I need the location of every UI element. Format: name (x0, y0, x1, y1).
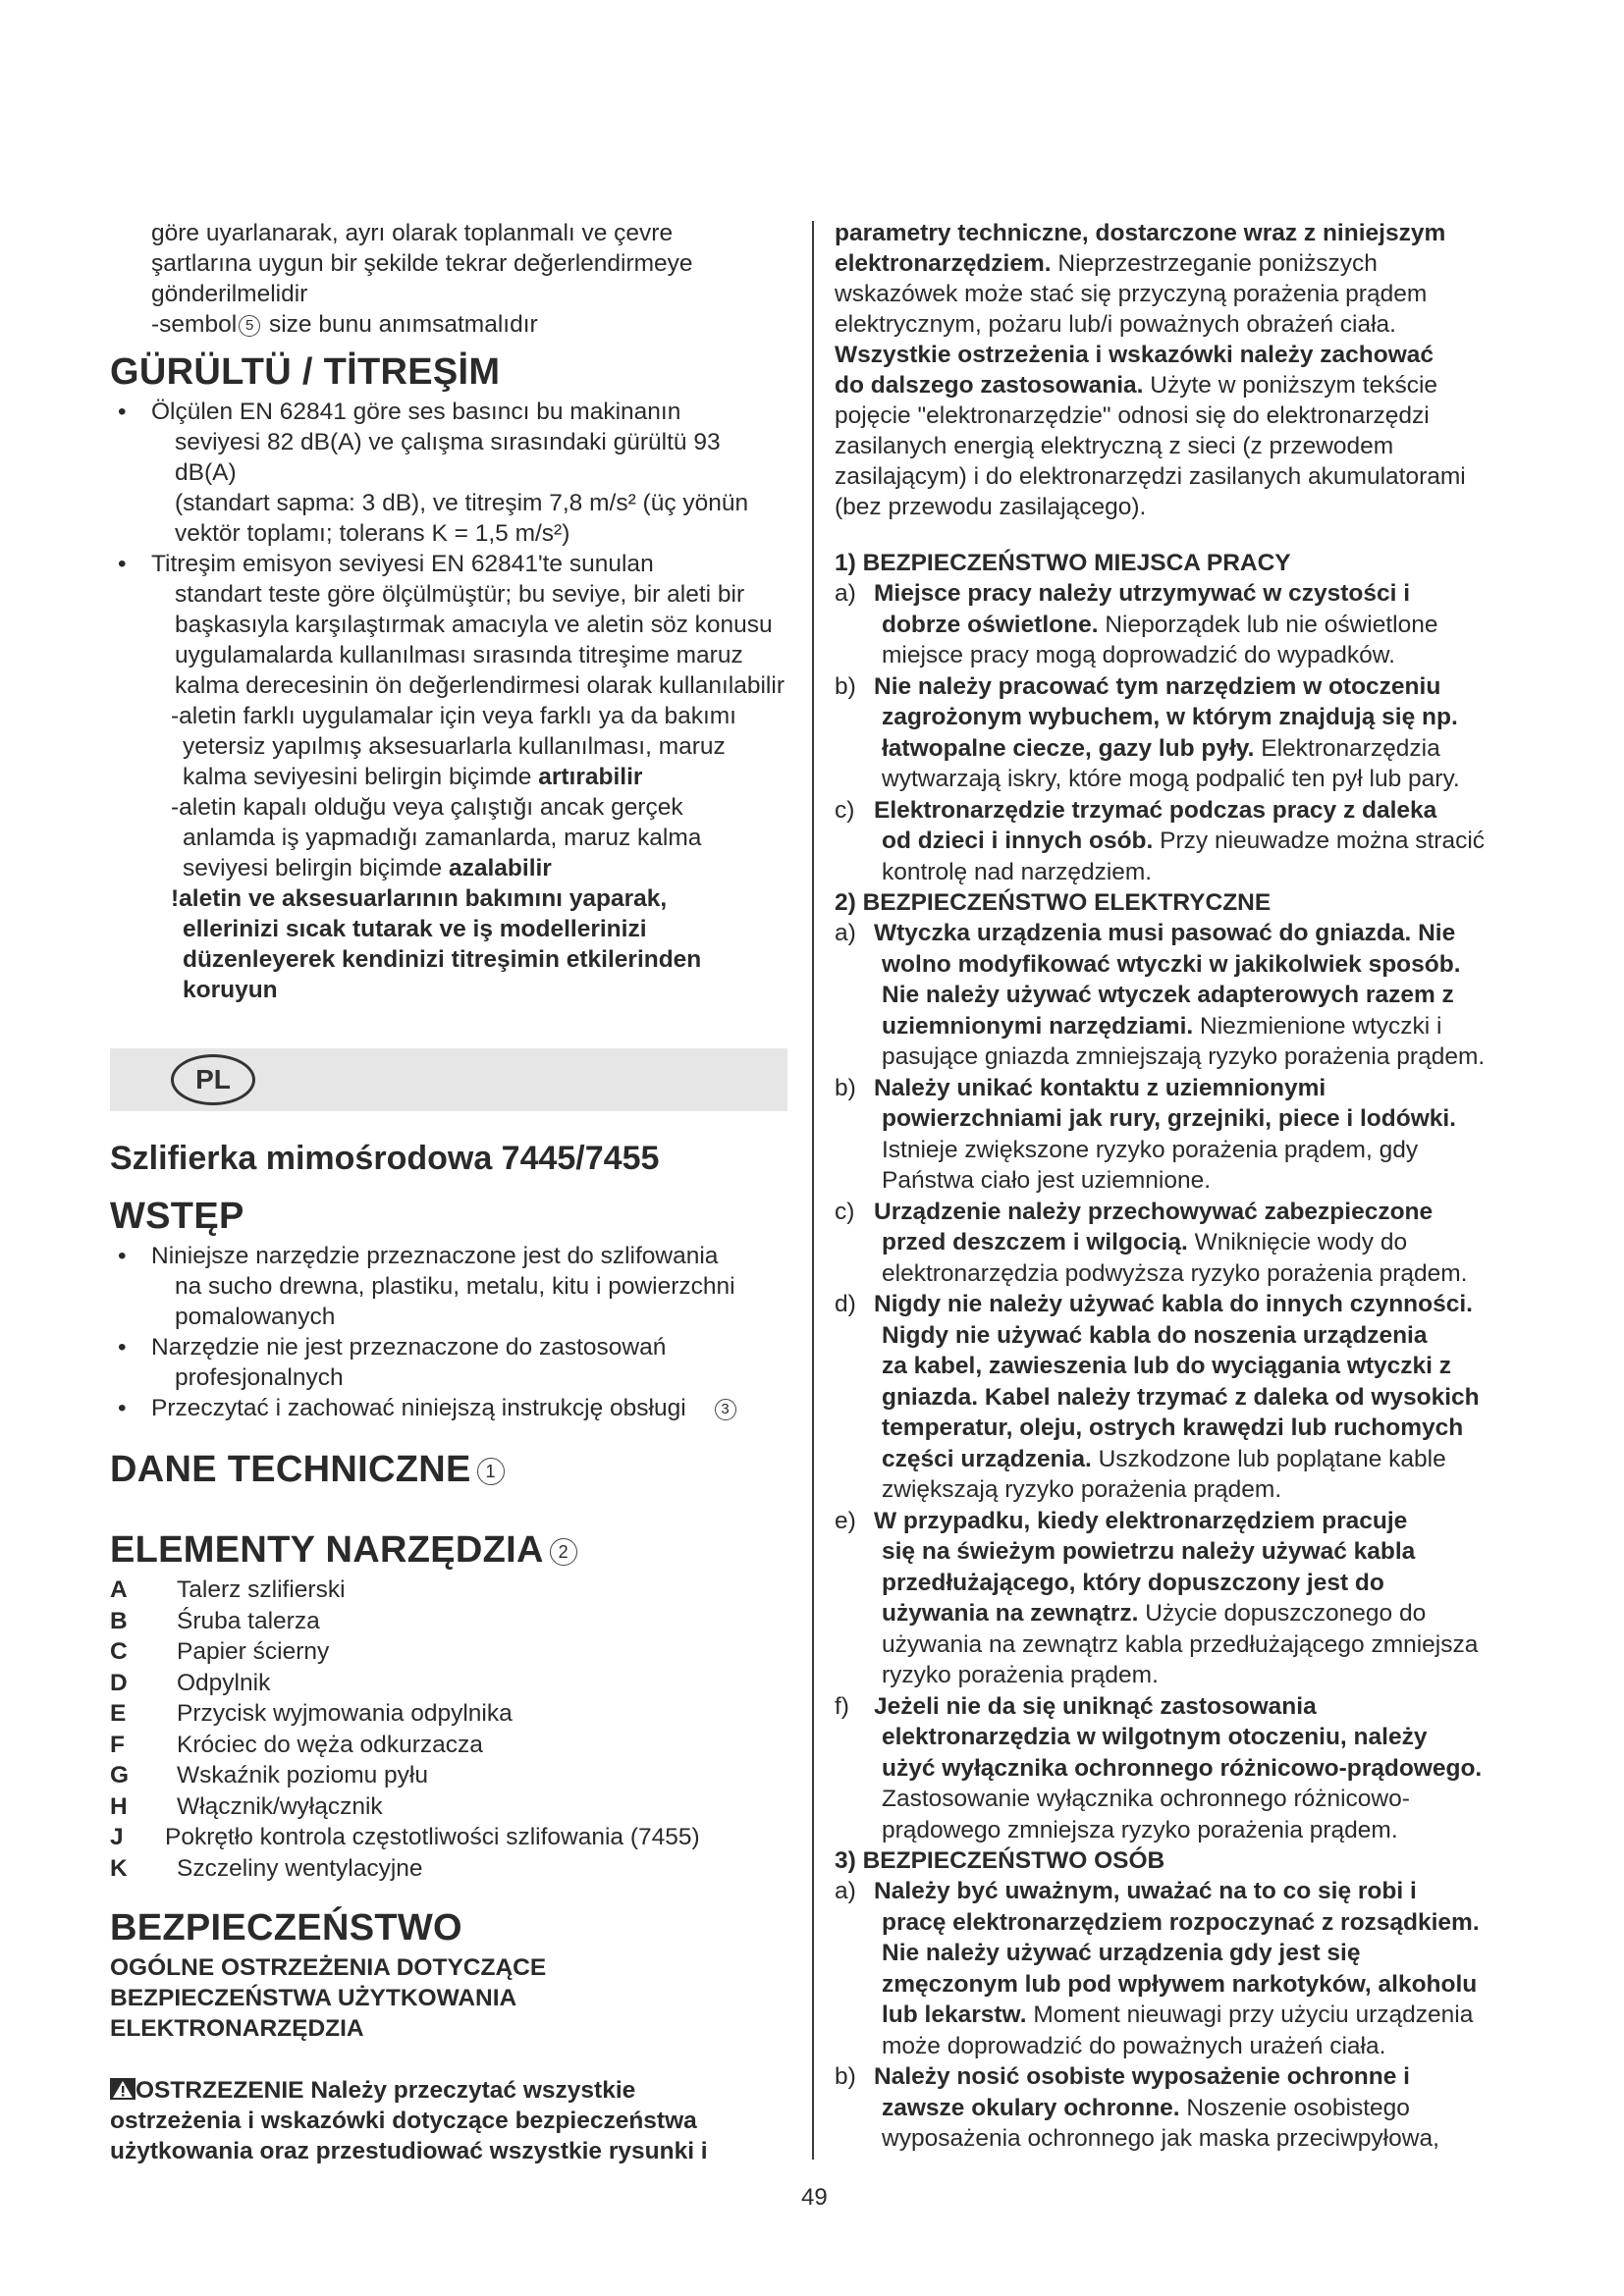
text-line: ostrzeżenia i wskazówki dotyczące bezpieczeństwa (110, 2108, 697, 2134)
text-line: • Ölçülen EN 62841 göre ses basıncı bu makinanın (151, 399, 681, 425)
part-key: A (110, 1576, 128, 1603)
text-line: anlamda iş yapmadığı zamanlarda, maruz kalma (183, 825, 702, 851)
text-span: Przeczytać i zachować niniejszą instrukcję obsługi (151, 1395, 686, 1421)
part-key: D (110, 1669, 128, 1696)
text-line: na sucho drewna, plastiku, metalu, kitu i powierzchni (175, 1273, 735, 1300)
text-line: Wszystkie ostrzeżenia i wskazówki należy zachować (835, 342, 1435, 368)
language-band (110, 1048, 787, 1111)
text-line: vektör toplamı; tolerans K = 1,5 m/s²) (175, 520, 570, 547)
item-letter: c) (835, 1198, 855, 1225)
item-letter: b) (835, 1074, 856, 1101)
part-key: G (110, 1762, 130, 1789)
text-line: gönderilmelidir (151, 281, 308, 307)
text-span: kalma seviyesini belirgin biçimde (183, 764, 539, 790)
text-line: przedłużającego, który dopuszczony jest do (882, 1569, 1384, 1596)
text-span: ELEMENTY NARZĘDZIA (110, 1529, 544, 1571)
part-item (110, 1575, 787, 1606)
item-2d (835, 1289, 1532, 1506)
text-line: temperatur, oleju, ostrych krawędzi lub ruchomych (882, 1415, 1464, 1441)
item-2c (835, 1197, 1532, 1290)
part-key: C (110, 1638, 128, 1665)
text-line: seviyesi 82 dB(A) ve çalışma sırasındaki gürültü 93 dB(A) (175, 429, 721, 486)
noise-sub-1 (110, 701, 787, 792)
text-line: Nie należy używać wtyczek adapterowych razem z (882, 982, 1454, 1008)
right-intro-paragraph (835, 218, 1532, 522)
text-line: elektrycznym, pożaru lub/i poważnych obrażeń ciała. (835, 311, 1396, 338)
noise-heading: GÜRÜLTÜ / TİTREŞİM (110, 351, 501, 393)
text-span: OSTRZEZENIE Należy przeczytać wszystkie (135, 2077, 636, 2104)
text-line: zmęczonym lub pod wpływem narkotyków, alkoholu (882, 1970, 1478, 1998)
text-span: Użycie dopuszczonego do (1138, 1600, 1427, 1627)
part-label: Śruba talerza (177, 1607, 320, 1634)
text-span: Przy nieuwadze można stracić (1153, 828, 1486, 854)
text-line: Zastosowanie wyłącznika ochronnego różnicowo- (882, 1786, 1410, 1812)
text-line: profesjonalnych (175, 1364, 344, 1391)
language-badge: PL (171, 1054, 255, 1105)
text-line: pasujące gniazda zmniejszają ryzyko porażenia prądem. (882, 1043, 1486, 1070)
tech-heading (110, 1447, 787, 1492)
text-line: (bez przewodu zasilającego). (835, 494, 1147, 520)
text-line: używania na zewnątrz kabla przedłużającego zmniejsza (882, 1630, 1479, 1658)
intro-bullet-2 (110, 1332, 787, 1393)
text-line: Miejsce pracy należy utrzymywać w czystości i (874, 580, 1411, 607)
bold-span: używania na zewnątrz. (882, 1600, 1139, 1627)
text-line: (standart sapma: 3 dB), ve titreşim 7,8 m/s² (üç yönün (175, 490, 749, 516)
part-item (110, 1853, 787, 1885)
part-label: Pokrętło kontrola częstotliwości szlifowania (7455) (165, 1824, 700, 1850)
noise-bullet-1 (110, 397, 787, 549)
text-span: seviyesi belirgin biçimde (183, 855, 449, 881)
noise-sub-2 (110, 792, 787, 883)
text-line: Należy unikać kontaktu z uziemnionymi (874, 1074, 1326, 1101)
text-line (874, 1011, 1532, 1042)
item-2b (835, 1073, 1532, 1197)
bold-span: od dzieci i innych osób. (882, 828, 1154, 854)
item-3a (835, 1876, 1532, 2061)
item-1c (835, 795, 1532, 888)
text-line: pomalowanych (175, 1304, 336, 1330)
text-line: Jeżeli nie da się uniknąć zastosowania (874, 1692, 1317, 1720)
text-span: Elektronarzędzia (1254, 734, 1440, 762)
noise-bold-block (110, 883, 787, 1005)
bold-span: uziemnionymi narzędziami. (882, 1012, 1194, 1040)
bold-span: lub lekarstw. (882, 2002, 1027, 2028)
item-letter: a) (835, 580, 856, 607)
text-line: Należy nosić osobiste wyposażenie ochronne i (874, 2063, 1410, 2090)
text-line: prądowego zmniejsza ryzyko porażenia prądem. (882, 1816, 1398, 1843)
text-line: elektronarzędzia w wilgotnym otoczeniu, należy (882, 1724, 1428, 1750)
text-line: Nie należy pracować tym narzędziem w otoczeniu (874, 672, 1441, 700)
text-line: zwiększają ryzyko porażenia prądem. (882, 1476, 1282, 1503)
text-span: size bunu anımsatmalıdır (262, 311, 538, 338)
text-line: OGÓLNE OSTRZEŻENIA DOTYCZĄCE (110, 1954, 547, 1981)
text-line: ellerinizi sıcak tutarak ve iş modellerinizi (183, 916, 647, 942)
text-line: göre uyarlanarak, ayrı olarak toplanmalı ve çevre (151, 220, 674, 246)
text-line (874, 2093, 1532, 2124)
text-line (874, 1227, 1532, 1258)
text-line: parametry techniczne, dostarczone wraz z niniejszym (835, 220, 1446, 246)
text-line: się na świeżym powietrzu należy używać kabla (882, 1538, 1416, 1565)
circled-number-5: 5 (239, 315, 260, 337)
text-line: ELEKTRONARZĘDZIA (110, 2015, 364, 2042)
bold-span: do dalszego zastosowania. (835, 372, 1144, 399)
item-letter: c) (835, 796, 855, 824)
text-line: • Titreşim emisyon seviyesi EN 62841'te sunulan (151, 551, 654, 577)
text-line: düzenleyerek kendinizi titreşimin etkilerinden (183, 946, 702, 973)
text-line (874, 733, 1532, 765)
part-label: Wskaźnik poziomu pyłu (177, 1762, 428, 1789)
elements-heading (110, 1527, 787, 1573)
item-letter: e) (835, 1507, 856, 1534)
text-line: W przypadku, kiedy elektronarzędziem pracuje (874, 1507, 1408, 1534)
text-line: yetersiz yapılmış aksesuarlarla kullanılması, maruz (183, 733, 726, 760)
part-key: K (110, 1854, 128, 1882)
text-line (874, 826, 1532, 857)
item-letter: f) (835, 1692, 849, 1720)
symbol-line (151, 309, 787, 340)
item-letter: a) (835, 920, 856, 946)
text-span: Nieporządek lub nie oświetlone (1098, 611, 1438, 638)
text-span: Uszkodzone lub poplątane kable (1091, 1445, 1446, 1472)
text-line: Nigdy nie używać kabla do noszenia urządzenia (882, 1321, 1428, 1349)
bold-span: łatwopalne ciecze, gazy lub pyły. (882, 734, 1255, 762)
text-line (874, 610, 1532, 641)
left-column (110, 218, 787, 2166)
text-line: standart teste göre ölçülmüştür; bu seviye, bir aleti bir (175, 581, 745, 608)
part-label: Szczeliny wentylacyjne (177, 1854, 423, 1882)
part-item (110, 1791, 787, 1823)
text-line: wyposażenia ochronnego jak maska przeciwpyłowa, (882, 2125, 1439, 2152)
text-span: DANE TECHNICZNE (110, 1449, 471, 1490)
text-line (874, 1598, 1532, 1629)
circled-number-2: 2 (550, 1538, 577, 1566)
noise-bullet-2 (110, 549, 787, 701)
item-3b (835, 2061, 1532, 2155)
warning-icon (110, 2078, 135, 2100)
part-key: E (110, 1700, 127, 1727)
text-line: Wtyczka urządzenia musi pasować do gniazda. Nie (874, 920, 1456, 946)
intro-bullet-1 (110, 1241, 787, 1332)
text-line (835, 248, 1532, 279)
text-line: Nigdy nie należy używać kabla do innych czynności. (874, 1291, 1473, 1317)
text-line: şartlarına uygun bir şekilde tekrar değerlendirmeye (151, 250, 693, 277)
intro-paragraph (110, 218, 787, 340)
text-line: kalma derecesinin ön değerlendirmesi olarak kullanılabilir (175, 672, 785, 699)
text-span: Moment nieuwagi przy użyciu urządzenia (1026, 2002, 1474, 2028)
text-line: zagrożonym wybuchem, w którym znajdują się np. (882, 704, 1458, 730)
item-letter: a) (835, 1878, 856, 1904)
text-line: użytkowania oraz przestudiować wszystkie rysunki i (110, 2138, 708, 2164)
part-label: Odpylnik (177, 1669, 271, 1696)
item-2e (835, 1506, 1532, 1691)
text-line: -aletin farklı uygulamalar için veya farklı ya da bakımı (171, 703, 736, 729)
text-line: !aletin ve aksesuarlarının bakımını yaparak, (171, 885, 668, 912)
item-2f (835, 1691, 1532, 1846)
text-line: może doprowadzić do poważnych urażeń ciała. (882, 2032, 1386, 2059)
text-line (874, 2000, 1532, 2031)
part-label: Włącznik/wyłącznik (177, 1792, 383, 1820)
item-letter: d) (835, 1291, 856, 1317)
text-line: • Niniejsze narzędzie przeznaczone jest do szlifowania (151, 1243, 719, 1269)
warning-paragraph (110, 2075, 787, 2166)
text-line: Istnieje zwiększone ryzyko porażenia prądem, gdy (882, 1136, 1419, 1163)
item-letter: b) (835, 2063, 856, 2090)
safety-subheading (110, 1952, 787, 2044)
text-line: • Narzędzie nie jest przeznaczone do zastosowań (151, 1334, 667, 1361)
text-line: zasilającym) i do elektronarzędzi zasilanych akumulatorami (835, 463, 1466, 490)
text-line: wytwarzają iskry, które mogą podpalić ten pył lub pary. (882, 766, 1460, 792)
item-1b (835, 671, 1532, 795)
bold-span: artırabilir (538, 764, 643, 790)
text-line: zasilanych energią elektryczną z sieci (z przewodem (835, 433, 1394, 459)
part-label: Przycisk wyjmowania odpylnika (177, 1700, 513, 1727)
text-span: -sembol (151, 311, 238, 338)
text-line: za kabel, zawieszenia lub do wyciągania wtyczki z (882, 1353, 1452, 1379)
text-span: Niezmienione wtyczki i (1193, 1012, 1442, 1040)
text-span: Wniknięcie wody do (1187, 1229, 1408, 1255)
text-line: ryzyko porażenia prądem. (882, 1662, 1159, 1688)
part-label: Talerz szlifierski (177, 1576, 346, 1603)
intro-heading: WSTĘP (110, 1196, 244, 1237)
part-key: H (110, 1792, 128, 1820)
part-item (110, 1698, 787, 1730)
section-3-heading: 3) BEZPIECZEŃSTWO OSÓB (835, 1847, 1165, 1874)
bold-span: przed deszczem i wilgocią. (882, 1229, 1188, 1255)
right-column (835, 218, 1532, 2155)
text-line (171, 853, 787, 883)
bold-span: części urządzenia. (882, 1445, 1092, 1472)
part-item (110, 1606, 787, 1637)
text-line: Elektronarzędzie trzymać podczas pracy z daleka (874, 796, 1437, 824)
text-line (835, 370, 1532, 400)
item-2a (835, 918, 1532, 1073)
circled-number-3: 3 (715, 1399, 736, 1420)
item-letter: b) (835, 672, 856, 700)
text-line: koruyun (183, 977, 278, 1003)
part-key: J (110, 1824, 124, 1850)
text-line: wskazówek może stać się przyczyną porażenia prądem (835, 281, 1428, 307)
text-line: Nie należy używać urządzenia gdy jest się (882, 1940, 1361, 1966)
text-span: Noszenie osobistego (1179, 2094, 1410, 2121)
circled-number-1: 1 (477, 1458, 505, 1485)
part-item (110, 1822, 787, 1853)
section-2-heading: 2) BEZPIECZEŃSTWO ELEKTRYCZNE (835, 889, 1272, 916)
part-label: Papier ścierny (177, 1638, 330, 1665)
text-line: użyć wyłącznika ochronnego różnicowo-prądowego. (882, 1754, 1483, 1782)
text-line: uygulamalarda kullanılması sırasında titreşime maruz (175, 642, 743, 668)
text-line: Należy być uważnym, uważać na to co się robi i (874, 1878, 1417, 1904)
bold-span: azalabilir (448, 855, 552, 881)
text-line: başkasıyla karşılaştırmak amacıyla ve aletin söz konusu (175, 612, 773, 638)
text-span: Użyte w poniższym tekście (1143, 372, 1438, 399)
text-line: wolno modyfikować wtyczki w jakikolwiek sposób. (882, 950, 1461, 978)
bold-span: zawsze okulary ochronne. (882, 2094, 1180, 2121)
part-item (110, 1730, 787, 1761)
intro-bullet-3 (110, 1393, 787, 1423)
product-title: Szlifierka mimośrodowa 7445/7455 (110, 1140, 660, 1177)
section-1-heading: 1) BEZPIECZEŃSTWO MIEJSCA PRACY (835, 550, 1291, 576)
part-item (110, 1760, 787, 1791)
part-key: F (110, 1731, 125, 1758)
text-line (171, 762, 787, 792)
text-line: pracę elektronarzędziem rozpoczynać z rozsądkiem. (882, 1908, 1480, 1936)
part-item (110, 1668, 787, 1699)
page-number: 49 (801, 2184, 828, 2211)
bold-span: dobrze oświetlone. (882, 611, 1099, 638)
text-line: kontrolę nad narzędziem. (882, 858, 1153, 885)
item-1a (835, 578, 1532, 671)
text-line: -aletin kapalı olduğu veya çalıştığı ancak gerçek (171, 794, 683, 821)
safety-heading: BEZPIECZEŃSTWO (110, 1907, 462, 1949)
text-line (874, 1444, 1532, 1475)
part-item (110, 1636, 787, 1668)
text-line: elektronarzędzia podwyższa ryzyko porażenia prądem. (882, 1259, 1468, 1287)
part-label: Króciec do węża odkurzacza (177, 1731, 483, 1758)
text-line: miejsce pracy mogą doprowadzić do wypadków. (882, 642, 1395, 668)
text-line: Urządzenie należy przechowywać zabezpieczone (874, 1198, 1434, 1225)
text-line: pojęcie "elektronarzędzie" odnosi się do elektronarzędzi (835, 402, 1430, 429)
bold-span: elektronarzędziem. (835, 250, 1052, 277)
parts-list (110, 1575, 787, 1884)
text-span: Nieprzestrzeganie poniższych (1051, 250, 1378, 277)
part-key: B (110, 1607, 128, 1634)
text-line: gniazda. Kabel należy trzymać z daleka od wysokich (882, 1383, 1480, 1411)
text-line: Państwa ciało jest uziemnione. (882, 1167, 1212, 1194)
column-divider (812, 221, 814, 2160)
text-line: powierzchniami jak rury, grzejniki, piece i lodówki. (882, 1105, 1456, 1132)
text-line (110, 2075, 787, 2106)
text-line: BEZPIECZEŃSTWA UŻYTKOWANIA (110, 1985, 517, 2011)
